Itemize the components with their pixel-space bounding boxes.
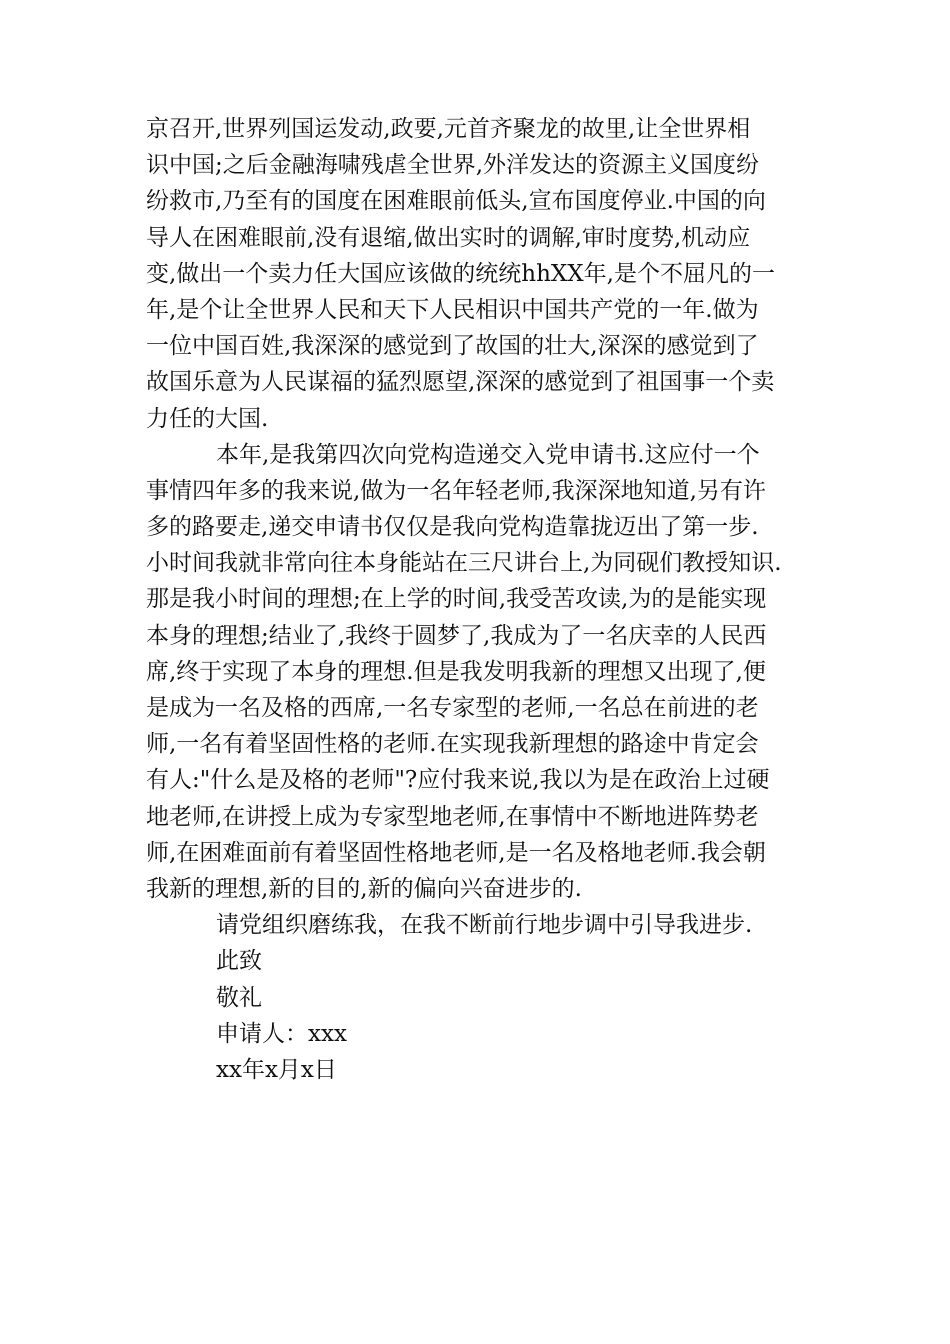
text-line: 一位中国百姓,我深深的感觉到了故国的壮大,深深的感觉到了 [146,333,759,360]
text-line: 导人在困难眼前,没有退缩,做出实时的调解,审时度势,机动应 [146,224,751,251]
applicant-signature: 申请人：xxx [216,1020,347,1047]
paragraph-1 [146,111,806,437]
request-line: 请党组织磨练我，在我不断前行地步调中引导我进步. [216,912,753,939]
text-line: 变,做出一个卖力任大国应该做的统统hhXX年,是个不屈凡的一 [146,260,775,287]
text-line: 故国乐意为人民谋福的猛烈愿望,深深的感觉到了祖国事一个卖 [146,369,775,396]
text-line: 年,是个让全世界人民和天下人民相识中国共产党的一年.做为 [146,296,759,323]
text-line: 力任的大国. [146,405,269,432]
text-line: 纷救市,乃至有的国度在困难眼前低头,宣布国度停业.中国的向 [146,188,766,215]
text-line: 地老师,在讲授上成为专家型地老师,在事情中不断地进阵势老 [146,803,759,830]
text-line: 本身的理想;结业了,我终于圆梦了,我成为了一名庆幸的人民西 [146,622,767,649]
text-line: 席,终于实现了本身的理想.但是我发明我新的理想又出现了,便 [146,658,766,685]
text-line: 是成为一名及格的西席,一名专家型的老师,一名总在前进的老 [146,695,759,721]
text-line: 识中国;之后金融海啸残虐全世界,外洋发达的资源主义国度纷 [146,152,760,179]
text-line: 师,一名有着坚固性格的老师.在实现我新理想的路途中肯定会 [146,731,759,758]
closing-regards: 敬礼 [216,984,262,1011]
letter-body [146,111,806,1088]
letter-date: xx年x月x日 [216,1056,337,1083]
text-line: 多的路要走,递交申请书仅仅是我向党构造靠拢迈出了第一步. [146,514,759,541]
text-line: 师,在困难面前有着坚固性格地老师,是一名及格地老师.我会朝 [146,839,766,866]
text-line: 那是我小时间的理想;在上学的时间,我受苦攻读,为的是能实现 [146,586,767,613]
text-line: 事情四年多的我来说,做为一名年轻老师,我深深地知道,另有许 [146,477,766,504]
text-line: 本年,是我第四次向党构造递交入党申请书.这应付一个 [216,441,760,468]
text-line: 小时间我就非常向往本身能站在三尺讲台上,为同砚们教授知识. [146,550,782,577]
text-line: 我新的理想,新的目的,新的偏向兴奋进步的. [146,875,582,902]
paragraph-2 [146,437,806,907]
closing-salutation: 此致 [216,948,262,975]
text-line: 有人:"什么是及格的老师"?应付我来说,我以为是在政治上过硬 [146,767,770,794]
text-line: 京召开,世界列国运发动,政要,元首齐聚龙的故里,让全世界相 [146,116,751,142]
